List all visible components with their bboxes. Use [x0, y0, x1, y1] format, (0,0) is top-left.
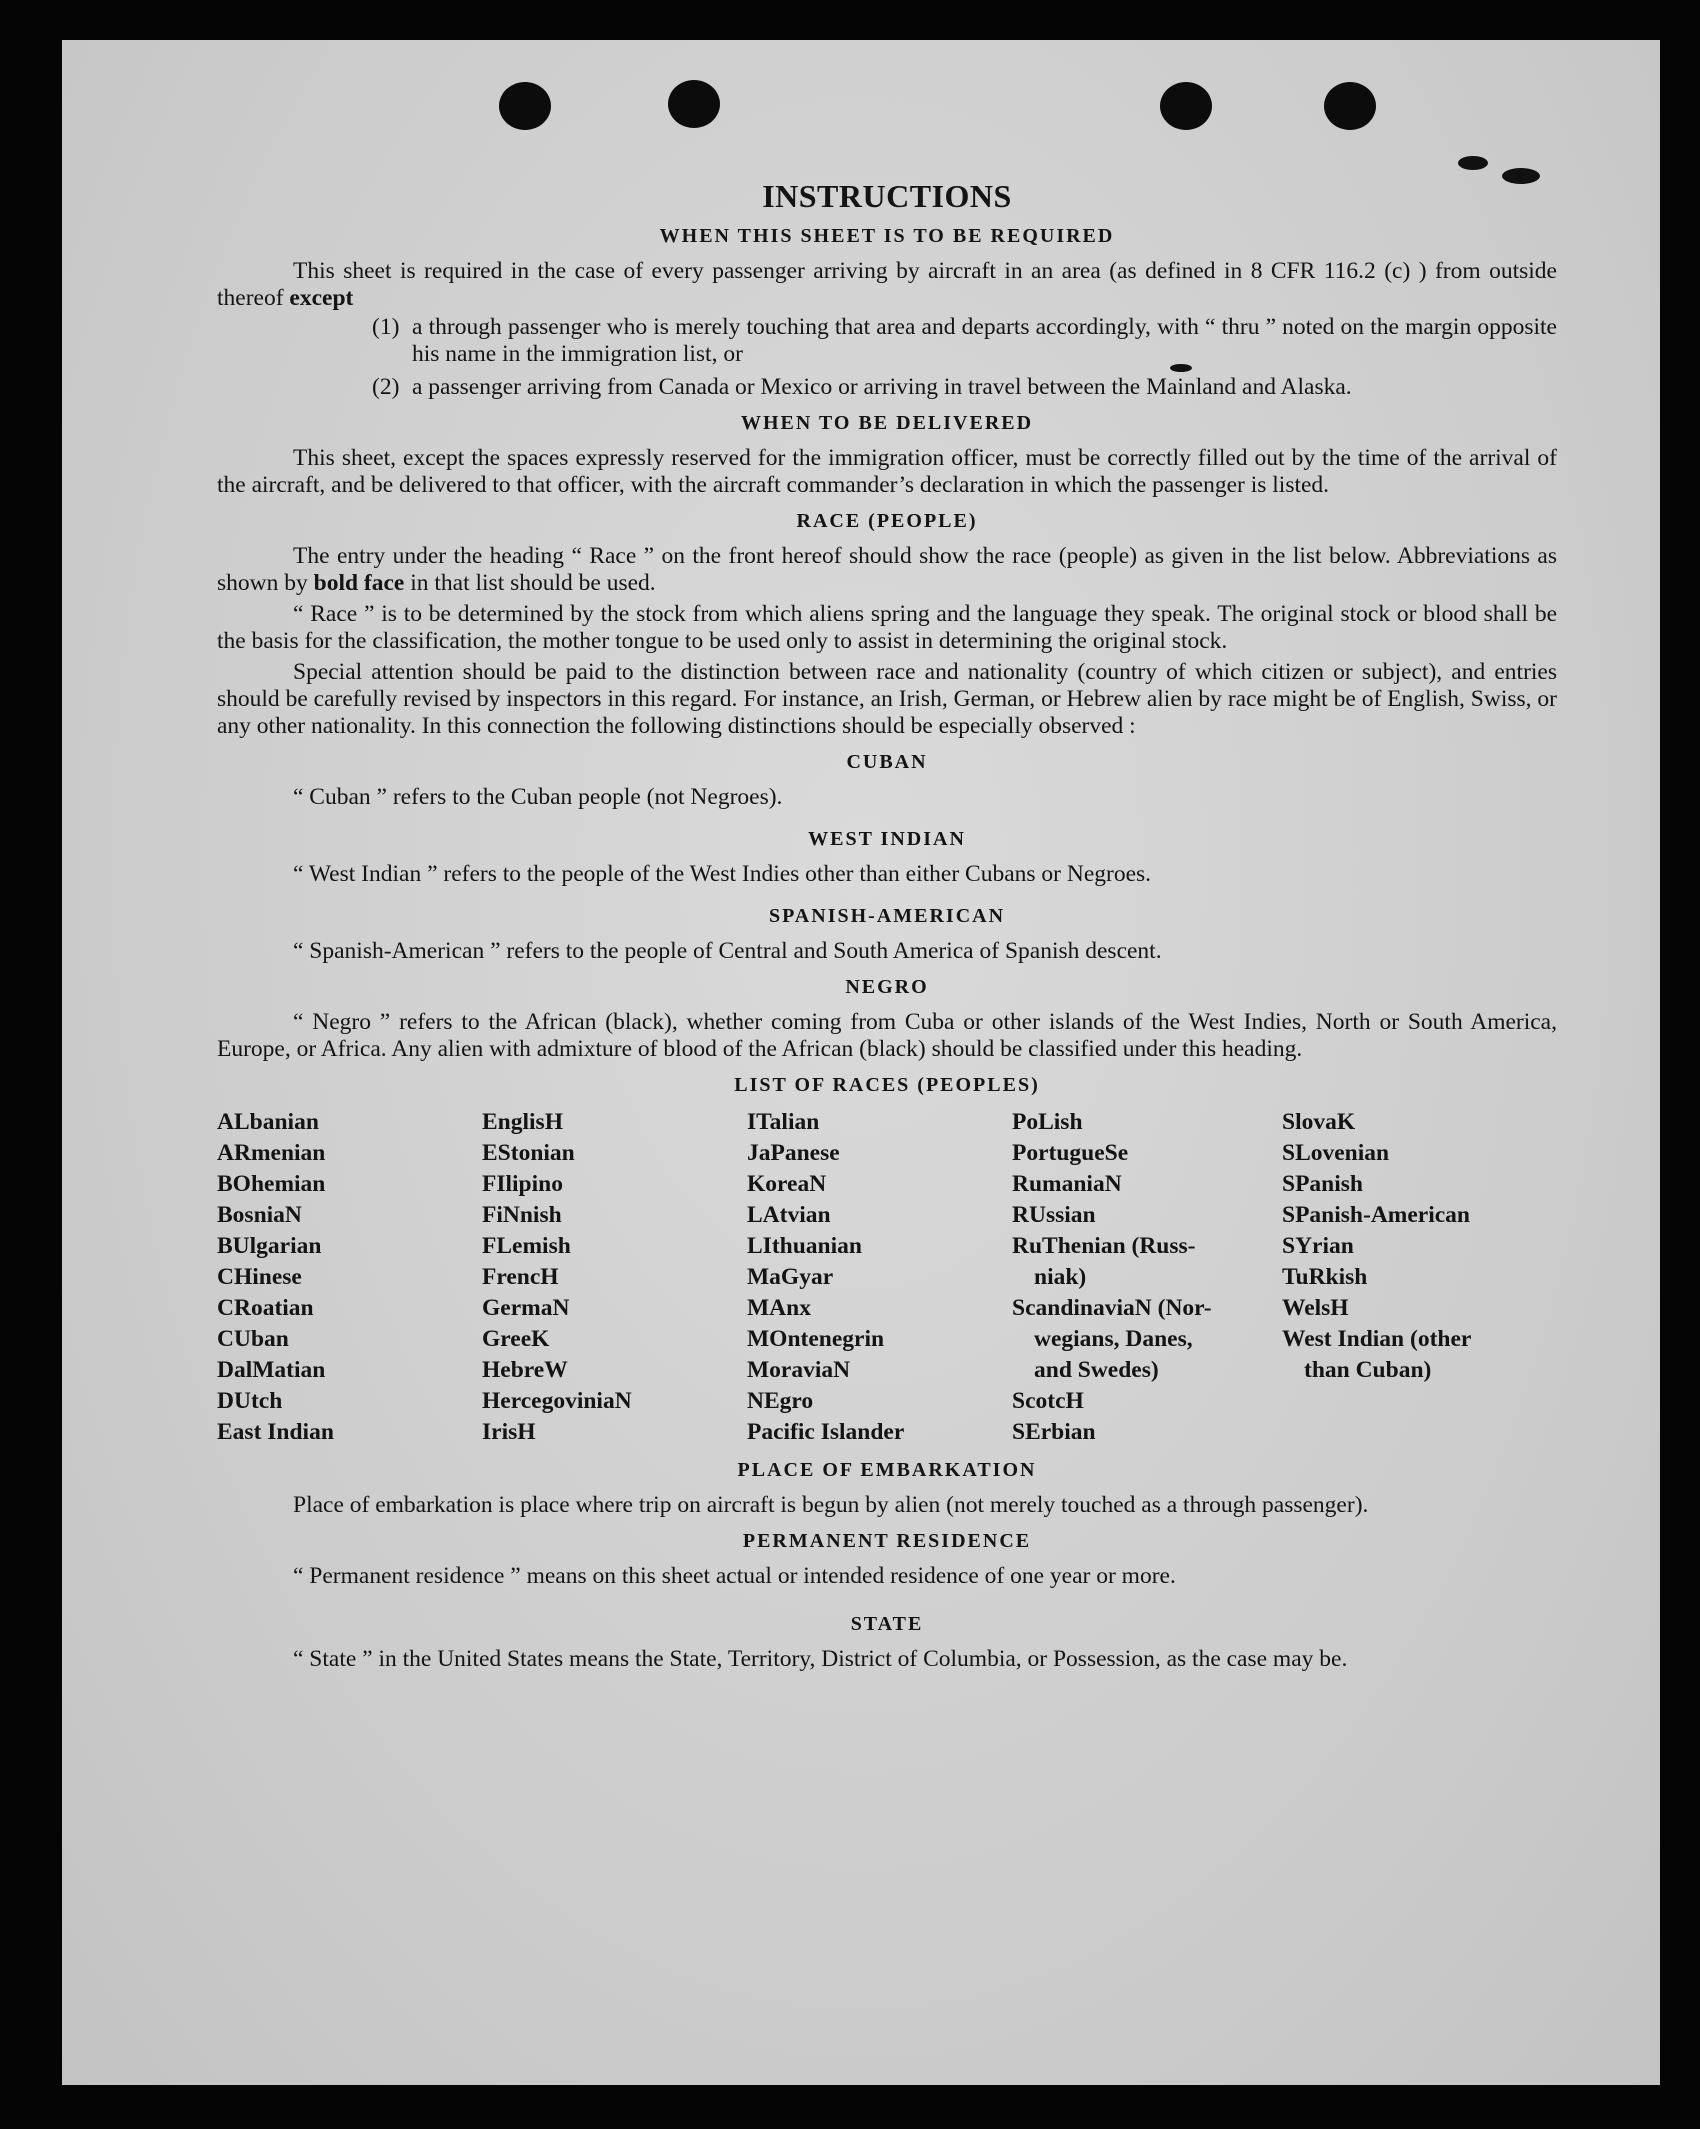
race-entry: FLemish: [482, 1233, 571, 1259]
race-entry: and Swedes): [1034, 1357, 1159, 1383]
races-column: [747, 1107, 1012, 1448]
race-entry: WelsH: [1282, 1295, 1349, 1321]
race-entry: IrisH: [482, 1419, 536, 1445]
race-entry: RuThenian (Russ-: [1012, 1233, 1196, 1259]
race-entry: ScotcH: [1012, 1388, 1084, 1414]
negro-text: “ Negro ” refers to the African (black), whether coming from Cuba or other islands of the West Indies, North or South America, Europe, or Africa. Any alien with admixture of blood of the African (black) should be classified under this heading.: [217, 1009, 1557, 1062]
section-heading-when-delivered: WHEN TO BE DELIVERED: [740, 412, 1034, 434]
race-entry: JaPanese: [747, 1140, 840, 1166]
race-entry: Pacific Islander: [747, 1419, 905, 1445]
page-title: INSTRUCTIONS: [762, 178, 1012, 214]
race-entry: MOntenegrin: [747, 1326, 885, 1352]
punch-hole: [1160, 82, 1212, 130]
section-heading-cuban: CUBAN: [846, 751, 928, 773]
race-entry: ITalian: [747, 1109, 820, 1135]
embarkation-text: Place of embarkation is place where trip on aircraft is begun by alien (not merely touched as a through passenger).: [293, 1492, 1369, 1518]
section-heading-embarkation: PLACE OF EMBARKATION: [737, 1459, 1037, 1481]
race-entry: BUlgarian: [217, 1233, 322, 1259]
when-required-intro: This sheet is required in the case of every passenger arriving by aircraft in an area (as defined in 8 CFR 116.2 (c) ) from outside thereof except: [217, 258, 1557, 311]
cuban-text: “ Cuban ” refers to the Cuban people (not Negroes).: [293, 784, 783, 810]
instructions-content: [217, 178, 1557, 1673]
race-entry: EStonian: [482, 1140, 575, 1166]
race-entry: ALbanian: [217, 1109, 319, 1135]
races-column: [217, 1107, 482, 1448]
section-heading-list-of-races: LIST OF RACES (PEOPLES): [734, 1074, 1040, 1096]
spanish-american-text: “ Spanish-American ” refers to the people of Central and South America of Spanish descent.: [293, 938, 1162, 964]
section-heading-state: STATE: [850, 1613, 924, 1635]
section-heading-when-required: WHEN THIS SHEET IS TO BE REQUIRED: [659, 225, 1115, 247]
race-entry: FrencH: [482, 1264, 559, 1290]
race-entry: than Cuban): [1304, 1357, 1432, 1383]
exception-item: (1) a through passenger who is merely touching that area and departs accordingly, with “ thru ” noted on the margin opposite his name in the immigration list, or: [372, 314, 1557, 367]
race-paragraph: The entry under the heading “ Race ” on the front hereof should show the race (people) as given in the list below. Abbreviations as shown by bold face in that list should be used.: [217, 543, 1557, 596]
race-entry: KoreaN: [747, 1171, 827, 1197]
section-heading-race: RACE (PEOPLE): [796, 510, 978, 532]
residence-text: “ Permanent residence ” means on this sheet actual or intended residence of one year or more.: [293, 1563, 1176, 1589]
race-entry: PoLish: [1012, 1109, 1083, 1135]
race-entry: wegians, Danes,: [1034, 1326, 1193, 1352]
race-entry: SPanish-American: [1282, 1202, 1470, 1228]
race-entry: TuRkish: [1282, 1264, 1368, 1290]
when-delivered-text: This sheet, except the spaces expressly reserved for the immigration officer, must be correctly filled out by the time of the arrival of the aircraft, and be delivered to that officer, with the aircraft commander’s declaration in which the passenger is listed.: [217, 445, 1557, 498]
race-entry: RumaniaN: [1012, 1171, 1122, 1197]
race-entry: BosniaN: [217, 1202, 302, 1228]
race-paragraph: Special attention should be paid to the distinction between race and nationality (country of which citizen or subject), and entries should be carefully revised by inspectors in this regard. For instance, an Irish, German, or Hebrew alien by race might be of English, Swiss, or any other nationality. In this connection the following distinctions should be especially observed :: [217, 659, 1557, 739]
races-column: [1012, 1107, 1282, 1448]
race-entry: HercegoviniaN: [482, 1388, 632, 1414]
race-entry: DUtch: [217, 1388, 283, 1414]
race-paragraph: “ Race ” is to be determined by the stock from which aliens spring and the language they speak. The original stock or blood shall be the basis for the classification, the mother tongue to be used only to assist in determining the original stock.: [217, 601, 1557, 654]
race-entry: SLovenian: [1282, 1140, 1390, 1166]
race-entry: DalMatian: [217, 1357, 326, 1383]
race-entry: PortugueSe: [1012, 1140, 1129, 1166]
race-entry: GreeK: [482, 1326, 550, 1352]
races-column: [1282, 1107, 1557, 1448]
race-entry: GermaN: [482, 1295, 570, 1321]
race-entry: MAnx: [747, 1295, 811, 1321]
race-entry: ARmenian: [217, 1140, 326, 1166]
race-entry: SYrian: [1282, 1233, 1354, 1259]
race-entry: HebreW: [482, 1357, 568, 1383]
race-entry: ScandinaviaN (Nor-: [1012, 1295, 1212, 1321]
punch-hole: [1324, 82, 1376, 130]
race-entry: NEgro: [747, 1388, 814, 1414]
race-entry: niak): [1034, 1264, 1087, 1290]
document-page: [62, 40, 1660, 2085]
section-heading-spanish-american: SPANISH-AMERICAN: [768, 905, 1006, 927]
race-entry: West Indian (other: [1282, 1326, 1472, 1352]
race-entry: CHinese: [217, 1264, 302, 1290]
race-entry: MoraviaN: [747, 1357, 851, 1383]
races-column: [482, 1107, 747, 1448]
race-entry: FIlipino: [482, 1171, 563, 1197]
section-heading-residence: PERMANENT RESIDENCE: [742, 1530, 1032, 1552]
section-heading-west-indian: WEST INDIAN: [808, 828, 966, 850]
punch-hole: [668, 80, 720, 128]
race-entry: FiNnish: [482, 1202, 562, 1228]
race-entry: SlovaK: [1282, 1109, 1356, 1135]
race-entry: East Indian: [217, 1419, 334, 1445]
exception-item: (2) a passenger arriving from Canada or Mexico or arriving in travel between the Mainland and Alaska.: [372, 374, 1352, 400]
punch-hole: [499, 82, 551, 130]
race-entry: EnglisH: [482, 1109, 563, 1135]
races-list: [217, 1107, 1557, 1448]
west-indian-text: “ West Indian ” refers to the people of the West Indies other than either Cubans or Negroes.: [293, 861, 1152, 887]
race-entry: SPanish: [1282, 1171, 1363, 1197]
section-heading-negro: NEGRO: [845, 976, 929, 998]
race-entry: LIthuanian: [747, 1233, 862, 1259]
race-entry: CRoatian: [217, 1295, 314, 1321]
race-entry: BOhemian: [217, 1171, 326, 1197]
race-entry: CUban: [217, 1326, 289, 1352]
ink-speck: [1458, 156, 1488, 170]
race-entry: RUssian: [1012, 1202, 1096, 1228]
state-text: “ State ” in the United States means the State, Territory, District of Columbia, or Possession, as the case may be.: [293, 1646, 1348, 1672]
race-entry: MaGyar: [747, 1264, 834, 1290]
race-entry: LAtvian: [747, 1202, 831, 1228]
race-entry: SErbian: [1012, 1419, 1096, 1445]
